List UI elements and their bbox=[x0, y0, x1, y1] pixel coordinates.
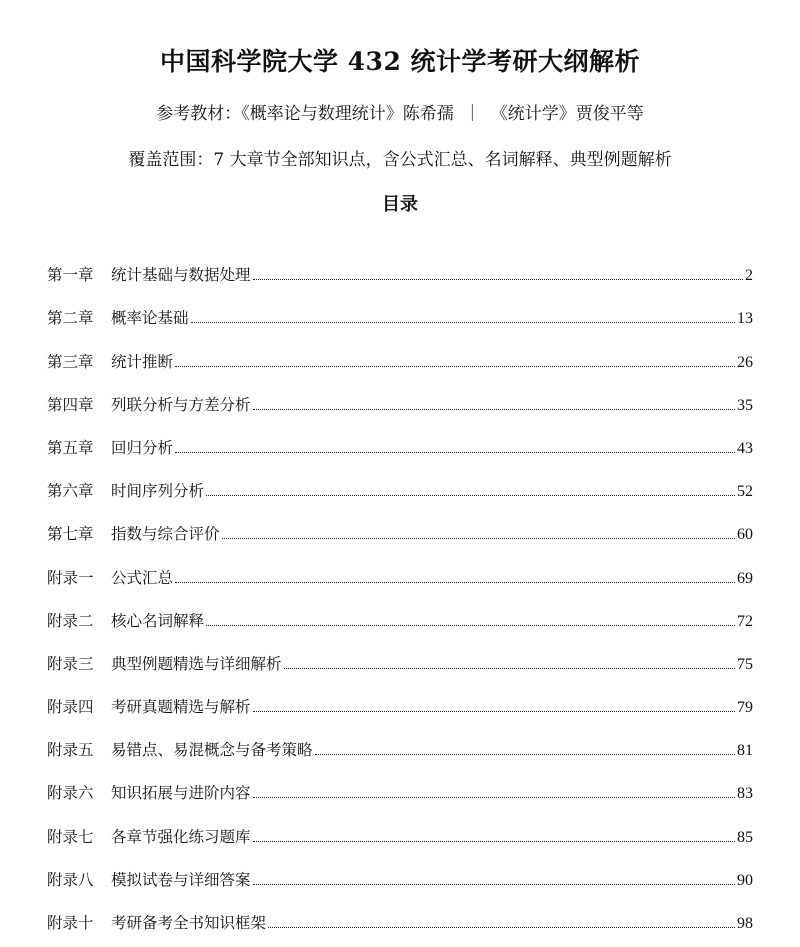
reference-book-1: 《概率论与数理统计》陈希孺 bbox=[241, 104, 454, 124]
toc-entry-page-number: 26 bbox=[737, 353, 753, 371]
toc-dot-leader bbox=[253, 797, 735, 798]
toc-entry-number: 第四章 bbox=[47, 395, 94, 414]
toc-entry-page-number: 60 bbox=[737, 526, 753, 544]
reference-book-2: 《统计学》贾俊平等 bbox=[490, 104, 644, 124]
table-of-contents bbox=[47, 242, 753, 933]
toc-entry-page-number: 43 bbox=[737, 439, 753, 457]
toc-entry[interactable] bbox=[47, 544, 753, 587]
toc-entry[interactable] bbox=[47, 890, 753, 933]
toc-entry-title: 典型例题精选与详细解析 bbox=[111, 654, 282, 673]
toc-entry-number: 附录六 bbox=[47, 784, 94, 803]
toc-dot-leader bbox=[253, 841, 735, 842]
toc-dot-leader bbox=[222, 538, 735, 539]
toc-entry-number: 附录十 bbox=[47, 914, 94, 932]
toc-entry-number: 附录四 bbox=[47, 698, 94, 717]
toc-entry[interactable] bbox=[47, 717, 753, 760]
toc-dot-leader bbox=[175, 452, 735, 453]
toc-dot-leader bbox=[284, 668, 735, 669]
toc-entry[interactable] bbox=[47, 631, 753, 674]
toc-entry-page-number: 72 bbox=[737, 612, 753, 630]
toc-dot-leader bbox=[268, 927, 735, 928]
toc-entry-number: 第六章 bbox=[47, 482, 94, 501]
toc-entry-title: 考研真题精选与解析 bbox=[111, 698, 251, 717]
toc-entry-number: 第三章 bbox=[47, 352, 94, 371]
toc-dot-leader bbox=[206, 625, 735, 626]
toc-entry-page-number: 79 bbox=[737, 699, 753, 717]
toc-entry-title: 统计推断 bbox=[111, 352, 174, 371]
toc-entry-number: 附录五 bbox=[47, 741, 94, 760]
toc-heading: 目录 bbox=[382, 194, 418, 215]
toc-dot-leader bbox=[175, 366, 735, 367]
toc-entry-title: 模拟试卷与详细答案 bbox=[111, 870, 251, 889]
toc-entry-number: 第一章 bbox=[47, 266, 94, 285]
toc-entry-title: 统计基础与数据处理 bbox=[111, 266, 251, 285]
toc-entry-page-number: 98 bbox=[737, 915, 753, 932]
toc-entry[interactable] bbox=[47, 847, 753, 890]
toc-entry-page-number: 81 bbox=[737, 742, 753, 760]
toc-entry-page-number: 69 bbox=[737, 569, 753, 587]
reference-prefix: 参考教材： bbox=[156, 104, 242, 124]
toc-entry-number: 第二章 bbox=[47, 309, 94, 328]
toc-entry-title: 指数与综合评价 bbox=[111, 525, 220, 544]
toc-dot-leader bbox=[315, 754, 735, 755]
toc-entry[interactable] bbox=[47, 803, 753, 846]
toc-entry-title: 知识拓展与进阶内容 bbox=[111, 784, 251, 803]
toc-entry-title: 列联分析与方差分析 bbox=[111, 395, 251, 414]
toc-entry[interactable] bbox=[47, 285, 753, 328]
toc-dot-leader bbox=[175, 582, 735, 583]
toc-entry[interactable] bbox=[47, 458, 753, 501]
toc-entry-number: 附录七 bbox=[47, 827, 94, 846]
toc-dot-leader bbox=[253, 884, 735, 885]
toc-entry[interactable] bbox=[47, 674, 753, 717]
toc-entry[interactable] bbox=[47, 328, 753, 371]
toc-entry-page-number: 75 bbox=[737, 655, 753, 673]
toc-entry-page-number: 90 bbox=[737, 871, 753, 889]
toc-dot-leader bbox=[253, 409, 735, 410]
toc-entry-page-number: 85 bbox=[737, 828, 753, 846]
document-title: 中国科学院大学 432 统计学考研大纲解析 bbox=[159, 47, 641, 76]
toc-entry-number: 附录二 bbox=[47, 611, 94, 630]
toc-dot-leader bbox=[191, 322, 735, 323]
toc-entry[interactable] bbox=[47, 588, 753, 631]
reference-textbooks bbox=[0, 99, 800, 124]
toc-entry-page-number: 13 bbox=[737, 310, 753, 328]
toc-entry-title: 回归分析 bbox=[111, 438, 174, 457]
toc-dot-leader bbox=[253, 711, 735, 712]
toc-entry-title: 考研备考全书知识框架 bbox=[111, 914, 267, 932]
toc-dot-leader bbox=[206, 495, 735, 496]
toc-entry-title: 公式汇总 bbox=[111, 568, 174, 587]
toc-dot-leader bbox=[253, 279, 743, 280]
coverage-scope: 覆盖范围：7 大章节全部知识点，含公式汇总、名词解释、典型例题解析 bbox=[128, 150, 672, 170]
toc-entry-title: 概率论基础 bbox=[111, 309, 189, 328]
toc-entry[interactable] bbox=[47, 760, 753, 803]
toc-entry-number: 附录三 bbox=[47, 654, 94, 673]
toc-entry-title: 易错点、易混概念与备考策略 bbox=[111, 741, 313, 760]
toc-entry-page-number: 83 bbox=[737, 785, 753, 803]
reference-separator: ｜ bbox=[463, 104, 481, 124]
toc-entry-title: 时间序列分析 bbox=[111, 482, 205, 501]
toc-entry[interactable] bbox=[47, 501, 753, 544]
toc-entry-number: 附录一 bbox=[47, 568, 94, 587]
toc-entry[interactable] bbox=[47, 372, 753, 415]
toc-entry-page-number: 2 bbox=[745, 267, 753, 285]
toc-entry-page-number: 52 bbox=[737, 483, 753, 501]
toc-entry-number: 附录八 bbox=[47, 870, 94, 889]
toc-entry-title: 核心名词解释 bbox=[111, 611, 205, 630]
toc-entry-page-number: 35 bbox=[737, 396, 753, 414]
toc-entry[interactable] bbox=[47, 242, 753, 285]
toc-entry-title: 各章节强化练习题库 bbox=[111, 827, 251, 846]
toc-entry-number: 第五章 bbox=[47, 438, 94, 457]
toc-entry-number: 第七章 bbox=[47, 525, 94, 544]
toc-entry[interactable] bbox=[47, 415, 753, 458]
